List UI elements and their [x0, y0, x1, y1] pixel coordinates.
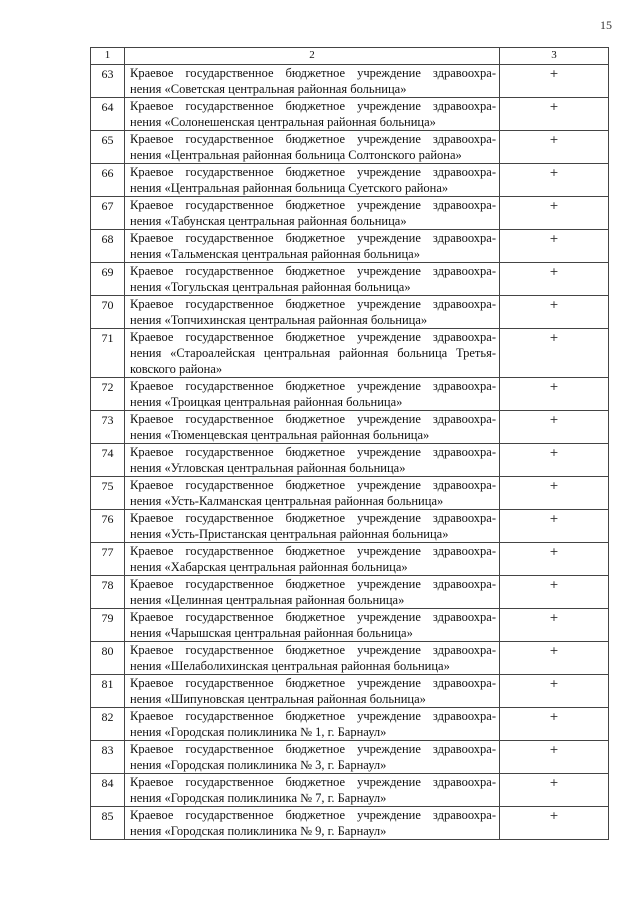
institution-name-line: Краевое государственное бюджетное учреждение здравоохра-	[130, 264, 496, 278]
table-header	[91, 48, 609, 65]
row-number: 78	[91, 576, 125, 609]
inclusion-mark: +	[500, 65, 609, 98]
institution-name-line: Краевое государственное бюджетное учреждение здравоохра-	[130, 412, 496, 426]
table-row	[91, 708, 609, 741]
table-row	[91, 98, 609, 131]
inclusion-mark: +	[500, 329, 609, 378]
table-row	[91, 576, 609, 609]
institution-name-line: Краевое государственное бюджетное учреждение здравоохра-	[130, 643, 496, 657]
table-row	[91, 263, 609, 296]
inclusion-mark: +	[500, 230, 609, 263]
table-row	[91, 411, 609, 444]
row-number: 81	[91, 675, 125, 708]
institution-name	[125, 741, 500, 774]
row-number: 77	[91, 543, 125, 576]
institution-name	[125, 642, 500, 675]
header-col-1: 1	[91, 48, 125, 65]
row-number: 80	[91, 642, 125, 675]
table-body	[91, 65, 609, 840]
row-number: 68	[91, 230, 125, 263]
row-number: 69	[91, 263, 125, 296]
institution-name-line: Краевое государственное бюджетное учреждение здравоохра-	[130, 577, 496, 591]
institution-name-line: Краевое государственное бюджетное учреждение здравоохра-	[130, 66, 496, 80]
institution-name-line: нения «Староалейская центральная районная больница Третья-	[130, 346, 496, 360]
institution-name	[125, 444, 500, 477]
institution-name-line: Краевое государственное бюджетное учреждение здравоохра-	[130, 297, 496, 311]
institution-name-line: Краевое государственное бюджетное учреждение здравоохра-	[130, 165, 496, 179]
institution-name-line: нения «Тальменская центральная районная больница»	[130, 247, 420, 261]
institution-name-line: нения «Городская поликлиника № 7, г. Барнаул»	[130, 791, 387, 805]
institution-name	[125, 510, 500, 543]
table-row	[91, 675, 609, 708]
row-number: 73	[91, 411, 125, 444]
table-row	[91, 609, 609, 642]
table-row	[91, 807, 609, 840]
inclusion-mark: +	[500, 263, 609, 296]
inclusion-mark: +	[500, 741, 609, 774]
header-col-3: 3	[500, 48, 609, 65]
institution-name-line: Краевое государственное бюджетное учреждение здравоохра-	[130, 742, 496, 756]
institution-name	[125, 230, 500, 263]
institution-name	[125, 609, 500, 642]
institution-name	[125, 411, 500, 444]
table-row	[91, 329, 609, 378]
institution-name-line: нения «Советская центральная районная больница»	[130, 82, 407, 96]
institution-name-line: нения «Городская поликлиника № 3, г. Барнаул»	[130, 758, 387, 772]
institution-name	[125, 675, 500, 708]
inclusion-mark: +	[500, 807, 609, 840]
row-number: 83	[91, 741, 125, 774]
institutions-table	[90, 47, 609, 840]
institution-name-line: нения «Городская поликлиника № 9, г. Барнаул»	[130, 824, 387, 838]
institution-name-line: Краевое государственное бюджетное учреждение здравоохра-	[130, 775, 496, 789]
institution-name-line: Краевое государственное бюджетное учреждение здравоохра-	[130, 610, 496, 624]
inclusion-mark: +	[500, 609, 609, 642]
table-row	[91, 510, 609, 543]
institution-name	[125, 98, 500, 131]
row-number: 76	[91, 510, 125, 543]
institution-name-line: нения «Центральная районная больница Солтонского района»	[130, 148, 462, 162]
institution-name-line: Краевое государственное бюджетное учреждение здравоохра-	[130, 231, 496, 245]
table-row	[91, 65, 609, 98]
institution-name-line: нения «Угловская центральная районная больница»	[130, 461, 406, 475]
inclusion-mark: +	[500, 477, 609, 510]
row-number: 63	[91, 65, 125, 98]
institution-name-line: Краевое государственное бюджетное учреждение здравоохра-	[130, 808, 496, 822]
institution-name-line: Краевое государственное бюджетное учреждение здравоохра-	[130, 132, 496, 146]
header-col-2: 2	[125, 48, 500, 65]
page-number: 15	[600, 18, 612, 32]
institution-name-line: нения «Хабарская центральная районная больница»	[130, 560, 408, 574]
institution-name	[125, 807, 500, 840]
row-number: 79	[91, 609, 125, 642]
inclusion-mark: +	[500, 378, 609, 411]
institution-name	[125, 774, 500, 807]
inclusion-mark: +	[500, 197, 609, 230]
institution-name	[125, 164, 500, 197]
row-number: 72	[91, 378, 125, 411]
institution-name	[125, 576, 500, 609]
row-number: 74	[91, 444, 125, 477]
inclusion-mark: +	[500, 642, 609, 675]
institution-name-line: Краевое государственное бюджетное учреждение здравоохра-	[130, 330, 496, 344]
inclusion-mark: +	[500, 708, 609, 741]
row-number: 75	[91, 477, 125, 510]
institution-name-line: нения «Солонешенская центральная районная больница»	[130, 115, 436, 129]
inclusion-mark: +	[500, 131, 609, 164]
institution-name-line: нения «Шелаболихинская центральная районная больница»	[130, 659, 450, 673]
row-number: 67	[91, 197, 125, 230]
institution-name	[125, 477, 500, 510]
institution-name	[125, 329, 500, 378]
institution-name-line: Краевое государственное бюджетное учреждение здравоохра-	[130, 379, 496, 393]
institution-name-line: нения «Центральная районная больница Суетского района»	[130, 181, 449, 195]
institution-name-line: нения «Табунская центральная районная больница»	[130, 214, 407, 228]
institution-name-line: Краевое государственное бюджетное учреждение здравоохра-	[130, 544, 496, 558]
institution-name	[125, 708, 500, 741]
institution-name	[125, 65, 500, 98]
inclusion-mark: +	[500, 675, 609, 708]
institution-name-line: нения «Тюменцевская центральная районная больница»	[130, 428, 430, 442]
table-row	[91, 444, 609, 477]
row-number: 82	[91, 708, 125, 741]
row-number: 70	[91, 296, 125, 329]
row-number: 85	[91, 807, 125, 840]
institution-name	[125, 131, 500, 164]
inclusion-mark: +	[500, 98, 609, 131]
row-number: 65	[91, 131, 125, 164]
institution-name-line: нения «Шипуновская центральная районная больница»	[130, 692, 426, 706]
institution-name-line: нения «Усть-Пристанская центральная районная больница»	[130, 527, 449, 541]
institution-name-line: Краевое государственное бюджетное учреждение здравоохра-	[130, 511, 496, 525]
row-number: 71	[91, 329, 125, 378]
institution-name-line: нения «Городская поликлиника № 1, г. Барнаул»	[130, 725, 387, 739]
inclusion-mark: +	[500, 164, 609, 197]
inclusion-mark: +	[500, 576, 609, 609]
inclusion-mark: +	[500, 444, 609, 477]
institution-name	[125, 296, 500, 329]
row-number: 66	[91, 164, 125, 197]
row-number: 84	[91, 774, 125, 807]
institution-name	[125, 543, 500, 576]
institution-name-line: нения «Тогульская центральная районная больница»	[130, 280, 411, 294]
table-row	[91, 164, 609, 197]
row-number: 64	[91, 98, 125, 131]
institution-name-line: Краевое государственное бюджетное учреждение здравоохра-	[130, 99, 496, 113]
table-row	[91, 230, 609, 263]
institution-name-line: нения «Целинная центральная районная больница»	[130, 593, 405, 607]
inclusion-mark: +	[500, 510, 609, 543]
institution-name-line: Краевое государственное бюджетное учреждение здравоохра-	[130, 676, 496, 690]
institution-name-line: ковского района»	[130, 362, 223, 376]
institution-name-line: Краевое государственное бюджетное учреждение здравоохра-	[130, 478, 496, 492]
table-row	[91, 378, 609, 411]
institution-name-line: Краевое государственное бюджетное учреждение здравоохра-	[130, 445, 496, 459]
inclusion-mark: +	[500, 543, 609, 576]
inclusion-mark: +	[500, 411, 609, 444]
inclusion-mark: +	[500, 774, 609, 807]
table-row	[91, 197, 609, 230]
table-row	[91, 543, 609, 576]
institution-name-line: Краевое государственное бюджетное учреждение здравоохра-	[130, 709, 496, 723]
table-row	[91, 296, 609, 329]
table-row	[91, 477, 609, 510]
table-row	[91, 131, 609, 164]
institution-name-line: Краевое государственное бюджетное учреждение здравоохра-	[130, 198, 496, 212]
table-row	[91, 774, 609, 807]
header-row	[91, 48, 609, 65]
institution-name	[125, 378, 500, 411]
inclusion-mark: +	[500, 296, 609, 329]
institution-name-line: нения «Топчихинская центральная районная больница»	[130, 313, 428, 327]
institution-name-line: нения «Чарышская центральная районная больница»	[130, 626, 413, 640]
institution-name-line: нения «Усть-Калманская центральная районная больница»	[130, 494, 444, 508]
institution-name	[125, 263, 500, 296]
institution-name-line: нения «Троицкая центральная районная больница»	[130, 395, 403, 409]
table-row	[91, 642, 609, 675]
table-row	[91, 741, 609, 774]
institution-name	[125, 197, 500, 230]
